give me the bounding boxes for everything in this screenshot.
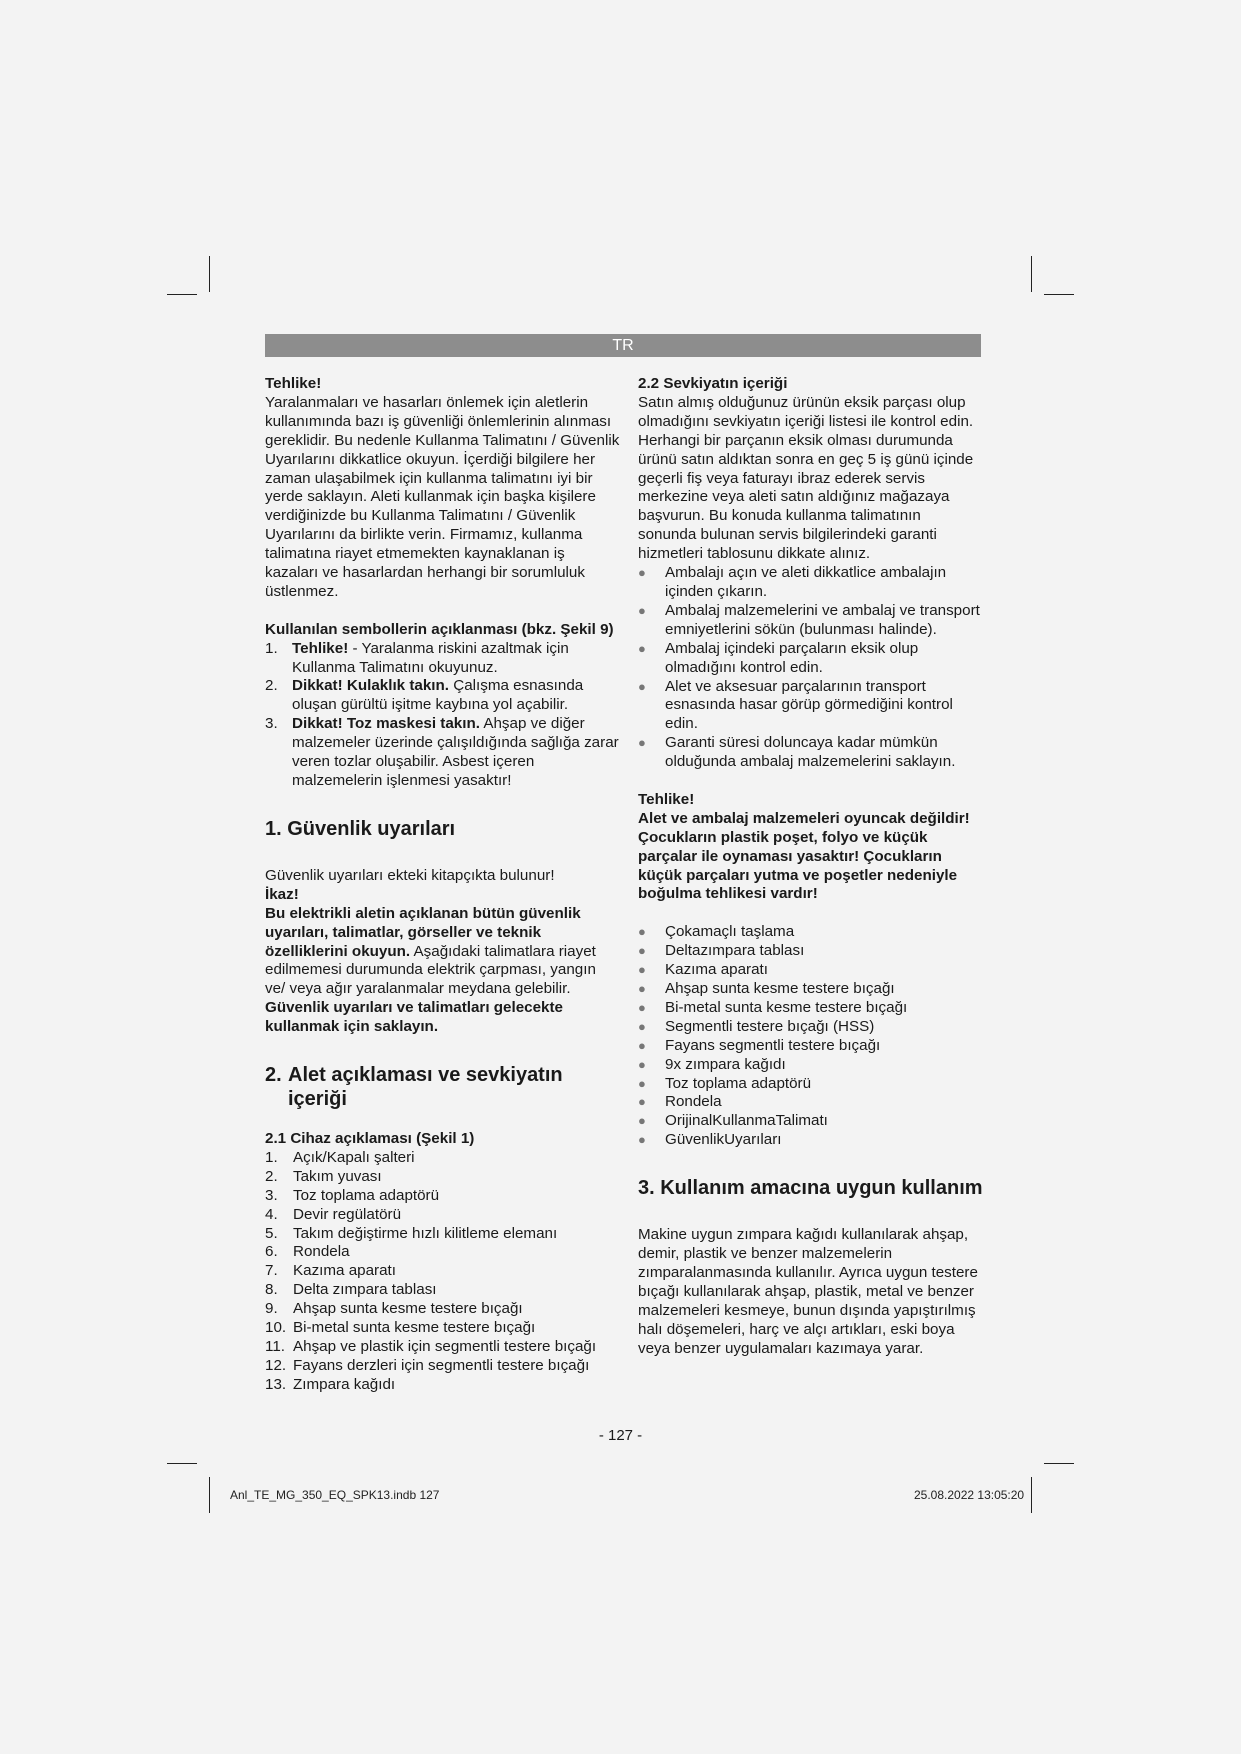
content-item-text: Ahşap sunta kesme testere bıçağı: [665, 979, 895, 997]
content-item-text: Bi-metal sunta kesme testere bıçağı: [665, 998, 908, 1016]
footer-file-name: Anl_TE_MG_350_EQ_SPK13.indb 127: [230, 1488, 440, 1502]
part-item: [265, 1149, 620, 1168]
bullet-icon: ●: [638, 640, 646, 656]
symbol-desc: Çalışma esnasında oluşan gürültü işitme kaybına yol açabilir.: [292, 677, 584, 714]
part-item: [265, 1376, 620, 1395]
symbol-item: [265, 715, 620, 791]
bullet-icon: ●: [638, 1075, 646, 1091]
bullet-icon: ●: [638, 1056, 646, 1072]
part-item: [265, 1300, 620, 1319]
section-2-1-heading: 2.1 Cihaz açıklaması (Şekil 1): [265, 1129, 475, 1147]
bullet-icon: ●: [638, 1018, 646, 1034]
symbols-title: Kullanılan sembollerin açıklanması (bkz. Şekil 9): [265, 620, 614, 638]
danger-text: Yaralanmaları ve hasarları önlemek için aletlerin kullanımında bazı iş güvenliği önlemlerinin alınması gereklidir. Bu nedenle Kullanma Talimatını / Güvenlik Uyarılarını dikkatlice okuyun. İçerdiği bilgilere her zaman ulaşabilmek için kullanma talimatını iyi bir yerde saklayın. Aleti kullanmak için başka kişilere verdiğinizde bu Kullanma Talimatını / Güvenlik Uyarılarını da birlikte verin. Firmamız, kullanma talimatına riayet etmemekten kaynaklanan iş kazaları ve hasarlardan herhangi bir sorumluluk üstlenmez.: [265, 393, 620, 600]
symbol-item: [265, 640, 620, 678]
danger-text-right: Alet ve ambalaj malzemeleri oyuncak değildir! Çocukların plastik poşet, folyo ve küçük parçalar ile oynaması yasaktır! Çocukların küçük parçaları yutma ve poşetler nedeniyle boğulma tehlikesi vardır!: [638, 809, 970, 903]
section-1-heading: 1. Güvenlik uyarıları: [265, 817, 456, 840]
left-column: [265, 375, 620, 1395]
part-number: 2.: [265, 1167, 278, 1185]
symbol-item: [265, 677, 620, 715]
page-number: - 127 -: [598, 1427, 643, 1444]
symbol-desc: Ahşap ve diğer malzemeler üzerinde çalışıldığında sağlığa zarar veren tozlar oluşabilir. Asbest içeren malzemelerin işlenmesi yasaktır!: [292, 715, 619, 790]
part-label: Fayans derzleri için segmentli testere bıçağı: [293, 1356, 590, 1374]
intended-use-text: Makine uygun zımpara kağıdı kullanılarak ahşap, demir, plastik ve benzer malzemelerin zımparalanmasında kullanılır. Ayrıca uygun testere bıçağı kullanılarak ahşap, plastik, metal ve benzer malzemeleri kesmeye, bunun dışında yapıştırılmış halı döşemeleri, harç ve alçı artıkları, eski boya veya benzer uygulamaları kazımaya yarar.: [638, 1226, 978, 1357]
part-label: Ahşap ve plastik için segmentli testere bıçağı: [293, 1337, 597, 1355]
part-item: [265, 1338, 620, 1357]
symbol-text: [292, 640, 620, 678]
section-2-number: 2.: [265, 1064, 282, 1087]
content-item: [638, 1037, 983, 1056]
crop-mark: [167, 294, 197, 295]
content-item-text: Toz toplama adaptörü: [665, 1074, 812, 1092]
content-item-text: Rondela: [665, 1093, 722, 1111]
part-item: [265, 1243, 620, 1262]
symbol-bold: Dikkat! Toz maskesi takın.: [292, 715, 480, 733]
danger-title: Tehlike!: [265, 375, 322, 392]
part-number: 12.: [265, 1356, 287, 1374]
right-column: [638, 375, 983, 1358]
parts-list: [265, 1149, 620, 1395]
safety-booklet-note: Güvenlik uyarıları ekteki kitapçıkta bulunur!: [265, 866, 555, 884]
part-number: 10.: [265, 1319, 287, 1337]
bullet-icon: ●: [638, 924, 646, 940]
bullet-icon: ●: [638, 999, 646, 1015]
part-label: Takım yuvası: [293, 1167, 382, 1185]
part-number: 1.: [265, 1148, 278, 1166]
crop-mark: [209, 1477, 210, 1513]
content-item: [638, 1018, 983, 1037]
content-item: [638, 999, 983, 1018]
symbol-number: 2.: [265, 677, 278, 695]
part-item: [265, 1262, 620, 1281]
unpacking-step-text: Ambalajı açın ve aleti dikkatlice ambalajın içinden çıkarın.: [665, 564, 947, 600]
content-item: [638, 923, 983, 942]
symbol-number: 3.: [265, 715, 278, 733]
symbols-list: [265, 640, 620, 791]
delivery-contents-list: [638, 923, 983, 1150]
part-item: [265, 1225, 620, 1244]
unpacking-step: [638, 678, 983, 735]
footer-timestamp: 25.08.2022 13:05:20: [914, 1488, 1025, 1502]
bullet-icon: ●: [638, 980, 646, 996]
section-2-2-heading: 2.2 Sevkiyatın içeriği: [638, 375, 788, 392]
part-label: Ahşap sunta kesme testere bıçağı: [293, 1300, 523, 1318]
part-label: Delta zımpara tablası: [293, 1281, 437, 1299]
content-item: [638, 1131, 983, 1150]
part-label: Takım değiştirme hızlı kilitleme elemanı: [293, 1224, 558, 1242]
keep-instructions-text: Güvenlik uyarıları ve talimatları gelecekte kullanmak için saklayın.: [265, 999, 563, 1036]
warning-text: Aşağıdaki talimatlara riayet edilmemesi durumunda elektrik çarpması, yangın ve/ veya ağır yaralanmalar meydana gelebilir.: [265, 942, 596, 998]
symbol-desc: - Yaralanma riskini azaltmak için Kullanma Talimatını okuyunuz.: [292, 639, 569, 676]
crop-mark: [167, 1463, 197, 1464]
content-item-text: 9x zımpara kağıdı: [665, 1055, 786, 1073]
language-header-bar: [265, 334, 981, 357]
unpacking-step-text: Ambalaj içindeki parçaların eksik olup olmadığını kontrol edin.: [665, 639, 919, 676]
crop-mark: [1044, 1463, 1074, 1464]
content-item: [638, 942, 983, 961]
unpacking-step-text: Alet ve aksesuar parçalarının transport esnasında hasar görüp görmediğini kontrol edin.: [665, 677, 953, 733]
crop-mark: [1031, 1477, 1032, 1513]
part-number: 11.: [265, 1337, 285, 1355]
symbol-text: [292, 677, 620, 715]
bullet-icon: ●: [638, 1113, 646, 1129]
unpacking-steps-list: [638, 564, 983, 772]
part-number: 5.: [265, 1224, 278, 1242]
bullet-icon: ●: [638, 1037, 646, 1053]
crop-mark: [209, 256, 210, 292]
content-item-text: GüvenlikUyarıları: [665, 1131, 782, 1149]
bullet-icon: ●: [638, 962, 646, 978]
section-2-heading: [265, 1063, 620, 1111]
warning-bold-text: Bu elektrikli aletin açıklanan bütün güvenlik uyarıları, talimatlar, görseller ve teknik özelliklerini okuyun.: [265, 904, 581, 960]
part-label: Bi-metal sunta kesme testere bıçağı: [293, 1319, 536, 1337]
content-item-text: Segmentli testere bıçağı (HSS): [665, 1017, 875, 1035]
unpacking-step-text: Ambalaj malzemelerini ve ambalaj ve transport emniyetlerini sökün (bulunması halinde).: [665, 601, 980, 638]
part-item: [265, 1187, 620, 1206]
part-number: 13.: [265, 1375, 287, 1393]
part-item: [265, 1281, 620, 1300]
unpacking-step: [638, 602, 983, 640]
bullet-icon: ●: [638, 1094, 646, 1110]
content-item-text: Fayans segmentli testere bıçağı: [665, 1036, 881, 1054]
bullet-icon: ●: [638, 1132, 646, 1148]
part-label: Kazıma aparatı: [293, 1262, 396, 1280]
symbol-bold: Dikkat! Kulaklık takın.: [292, 677, 449, 695]
unpacking-step-text: Garanti süresi doluncaya kadar mümkün olduğunda ambalaj malzemelerini saklayın.: [665, 734, 956, 771]
content-item: [638, 961, 983, 980]
content-item: [638, 980, 983, 999]
part-item: [265, 1319, 620, 1338]
part-number: 9.: [265, 1300, 278, 1318]
part-label: Zımpara kağıdı: [293, 1375, 396, 1393]
content-item-text: Çokamaçlı taşlama: [665, 923, 795, 941]
content-item: [638, 1093, 983, 1112]
part-item: [265, 1206, 620, 1225]
bullet-icon: ●: [638, 735, 646, 751]
part-label: Rondela: [293, 1243, 350, 1261]
unpacking-step: [638, 734, 983, 772]
warning-paragraph: [265, 905, 620, 1000]
part-item: [265, 1357, 620, 1376]
bullet-icon: ●: [638, 565, 646, 581]
symbol-bold: Tehlike!: [292, 639, 349, 657]
part-number: 7.: [265, 1262, 278, 1280]
content-item: [638, 1112, 983, 1131]
content-item-text: OrijinalKullanmaTalimatı: [665, 1112, 828, 1130]
section-2-title: Alet açıklaması ve sevkiyatın içeriği: [288, 1064, 563, 1111]
bullet-icon: ●: [638, 678, 646, 694]
part-label: Devir regülatörü: [293, 1205, 402, 1223]
unpacking-step: [638, 564, 983, 602]
content-item: [638, 1075, 983, 1094]
part-number: 6.: [265, 1243, 278, 1261]
danger-title-right: Tehlike!: [638, 790, 695, 808]
part-number: 3.: [265, 1186, 278, 1204]
part-number: 4.: [265, 1205, 278, 1223]
part-label: Açık/Kapalı şalteri: [293, 1148, 415, 1166]
symbol-text: [292, 715, 620, 791]
section-3-heading: 3. Kullanım amacına uygun kullanım: [638, 1177, 983, 1200]
bullet-icon: ●: [638, 602, 646, 618]
part-item: [265, 1168, 620, 1187]
crop-mark: [1044, 294, 1074, 295]
part-number: 8.: [265, 1281, 278, 1299]
content-item-text: Deltazımpara tablası: [665, 942, 805, 960]
warning-label: İkaz!: [265, 885, 299, 903]
delivery-text: Satın almış olduğunuz ürünün eksik parçası olup olmadığını sevkiyatın içeriği listesi ile kontrol edin. Herhangi bir parçanın eksik olması durumunda ürünü satın aldıktan sonra en geç 5 iş günü içinde geçerli fiş veya faturayı ibraz ederek servis merkezine veya aleti satın aldığınız mağazaya başvurun. Bu konuda kullanma talimatının sonunda bulunan servis bilgilerindeki garanti hizmetleri tablosunu dikkate alınız.: [638, 393, 974, 563]
language-code: TR: [612, 337, 634, 354]
symbol-number: 1.: [265, 639, 278, 657]
content-item: [638, 1056, 983, 1075]
unpacking-step: [638, 640, 983, 678]
bullet-icon: ●: [638, 943, 646, 959]
content-item-text: Kazıma aparatı: [665, 961, 768, 979]
part-label: Toz toplama adaptörü: [293, 1186, 440, 1204]
crop-mark: [1031, 256, 1032, 292]
